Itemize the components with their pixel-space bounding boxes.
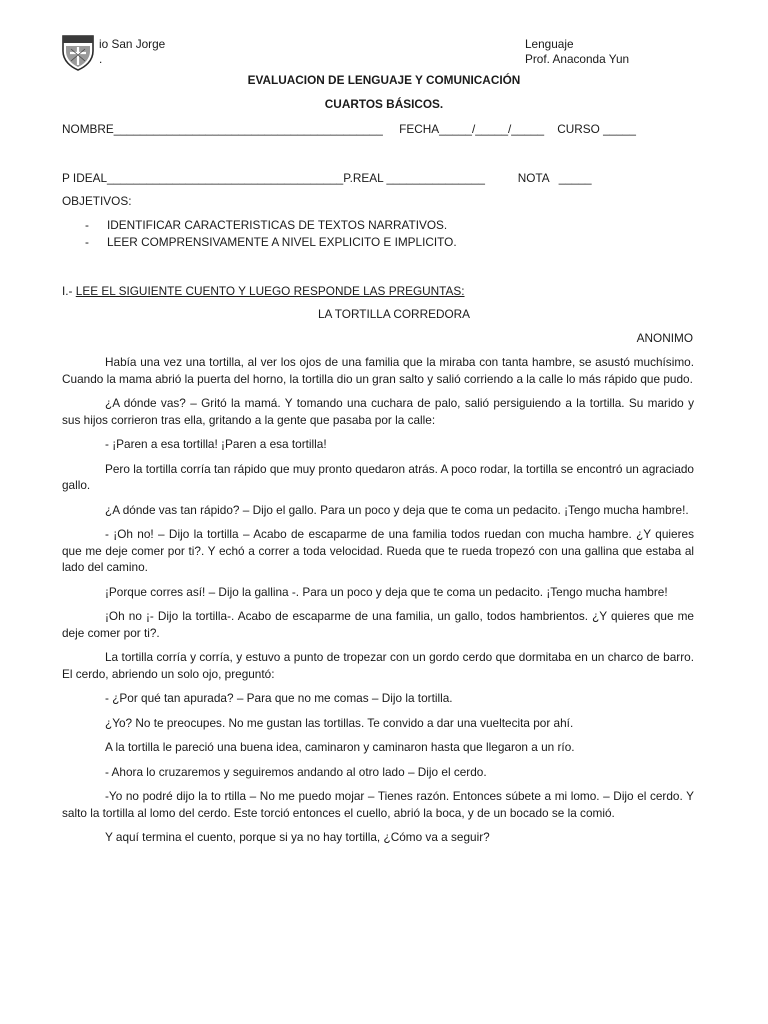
exam-grade: CUARTOS BÁSICOS. [324, 97, 444, 111]
story-title: LA TORTILLA CORREDORA [317, 307, 471, 321]
school-name: io San Jorge [99, 37, 166, 51]
school-crest-icon [60, 33, 96, 71]
story-paragraph: A la tortilla le pareció una buena idea, caminaron y caminaron hasta que llegaron a un río. [105, 740, 575, 754]
student-info-row: NOMBRE_________________________________________ FECHA_____/_____/_____ CURSO _____ [62, 122, 636, 136]
story-paragraph: - ¡Paren a esa tortilla! ¡Paren a esa tortilla! [105, 437, 327, 451]
story-paragraph: Pero la tortilla corría tan rápido que muy pronto quedaron atrás. A poco rodar, la tortilla se encontró un agraciado gallo. [62, 461, 694, 492]
section-instruction [62, 283, 465, 300]
story-paragraph: ¿A dónde vas? – Gritó la mamá. Y tomando una cuchara de palo, salió persiguiendo a la tortilla. Su marido y sus hijos corrieron tras ella, gritando a la gente que pasaba por la calle: [62, 396, 694, 427]
score-row: P IDEAL____________________________________P.REAL _______________ NOTA _____ [62, 171, 592, 185]
story-paragraph: ¿A dónde vas tan rápido? – Dijo el gallo. Para un poco y deja que te coma un pedacito. ¡Tengo mucha hambre!. [105, 502, 689, 517]
story-paragraph: Y aquí termina el cuento, porque si ya no hay tortilla, ¿Cómo va a seguir? [105, 830, 490, 844]
objective-text: LEER COMPRENSIVAMENTE A NIVEL EXPLICITO E IMPLICITO. [107, 235, 457, 249]
story-body [62, 354, 694, 854]
story-author: ANONIMO [636, 331, 693, 345]
story-paragraph: - ¡Oh no! – Dijo la tortilla – Acabo de escaparme de una familia todos ruedan con mucha hambre. ¿Y quieres que me deje comer por ti?. Y echó a correr a toda velocidad. Rueda que te rueda tropezó con una gallina que estaba al lado del camino. [62, 527, 694, 574]
exam-title: EVALUACION DE LENGUAJE Y COMUNICACIÓN [247, 73, 521, 87]
objective-item: - IDENTIFICAR CARACTERISTICAS DE TEXTOS NARRATIVOS. [85, 218, 448, 232]
section-instruction-text: LEE EL SIGUIENTE CUENTO Y LUEGO RESPONDE LAS PREGUNTAS: [75, 284, 465, 298]
story-paragraph: La tortilla corría y corría, y estuvo a punto de tropezar con un gordo cerdo que dormitaba en un charco de barro. El cerdo, abriendo un solo ojo, preguntó: [62, 650, 694, 681]
section-number: I.- [62, 284, 76, 298]
objective-item: - LEER COMPRENSIVAMENTE A NIVEL EXPLICITO E IMPLICITO. [85, 235, 457, 249]
story-paragraph: ¡Porque corres así! – Dijo la gallina -. Para un poco y deja que te coma un pedacito. ¡Tengo mucha hambre! [105, 584, 668, 599]
story-paragraph: ¡Oh no ¡- Dijo la tortilla-. Acabo de escaparme de una familia, un gallo, todos hambrientos. ¿Y quieres que me deje comer por ti?. [62, 609, 694, 640]
story-paragraph: Había una vez una tortilla, al ver los ojos de una familia que la miraba con tanta hambre, se asustó muchísimo. Cuando la mama abrió la puerta del horno, la tortilla dio un gran salto y salió corriendo a la calle lo más rápido que pudo. [62, 355, 694, 386]
school-name-line2: . [99, 52, 103, 66]
objective-text: IDENTIFICAR CARACTERISTICAS DE TEXTOS NARRATIVOS. [107, 218, 448, 232]
teacher-name: Prof. Anaconda Yun [525, 52, 630, 66]
story-paragraph: - Ahora lo cruzaremos y seguiremos andando al otro lado – Dijo el cerdo. [105, 764, 487, 779]
subject-label: Lenguaje [525, 37, 574, 51]
objectives-heading: OBJETIVOS: [62, 194, 132, 208]
story-paragraph: -Yo no podré dijo la to rtilla – No me puedo mojar – Tienes razón. Entonces súbete a mi lomo. – Dijo el cerdo. Y salto la tortilla al lomo del cerdo. Este torció entonces el cuello, abrió la boca, y de un bocado se la comió. [62, 789, 694, 820]
story-paragraph: ¿Yo? No te preocupes. No me gustan las tortillas. Te convido a dar una vueltecita por ahí. [105, 715, 574, 730]
story-paragraph: - ¿Por qué tan apurada? – Para que no me comas – Dijo la tortilla. [105, 691, 453, 705]
